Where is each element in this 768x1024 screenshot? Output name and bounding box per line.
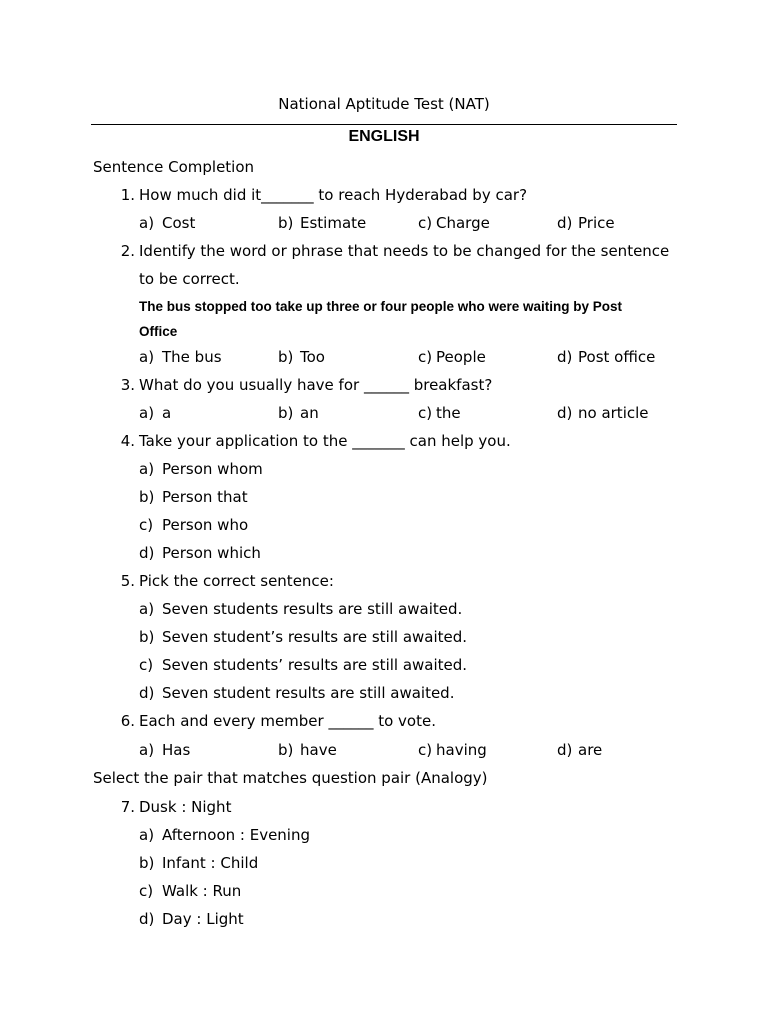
- option-text: Person whom: [162, 460, 263, 478]
- option-text: Seven students’ results are still awaited.: [162, 656, 468, 674]
- sample-sentence: The bus stopped too take up three or four people who were waiting by Post: [139, 299, 623, 314]
- option-label: d): [139, 910, 155, 928]
- option-label: d): [557, 214, 573, 232]
- option-label: b): [139, 628, 155, 646]
- option-text: Seven student’s results are still awaited.: [162, 628, 468, 646]
- option-label: c): [418, 741, 433, 759]
- option-text: Person which: [162, 544, 261, 562]
- question-text: Each and every member ______ to vote.: [139, 712, 436, 730]
- option-label: b): [278, 348, 294, 366]
- option-label: d): [557, 404, 573, 422]
- option-label: d): [557, 741, 573, 759]
- option-text: Person that: [162, 488, 248, 506]
- title-divider: [91, 124, 677, 125]
- option-text: Cost: [162, 214, 196, 232]
- question-number: 6.: [120, 712, 135, 730]
- option-text: Seven student results are still awaited.: [162, 684, 455, 702]
- option-text: Price: [578, 214, 615, 232]
- option-text: an: [300, 404, 319, 422]
- option-text: have: [300, 741, 337, 759]
- option-label: d): [557, 348, 573, 366]
- option-label: c): [418, 348, 433, 366]
- option-label: a): [139, 348, 155, 366]
- option-text: Infant : Child: [162, 854, 259, 872]
- option-text: Afternoon : Evening: [162, 826, 311, 844]
- option-label: c): [139, 656, 154, 674]
- option-label: b): [278, 214, 294, 232]
- option-label: c): [418, 404, 433, 422]
- option-label: a): [139, 826, 155, 844]
- section-heading-completion: Sentence Completion: [93, 158, 255, 176]
- option-text: Post office: [578, 348, 656, 366]
- option-text: People: [436, 348, 486, 366]
- option-label: a): [139, 741, 155, 759]
- section-heading-analogy: Select the pair that matches question pair (Analogy): [93, 769, 488, 787]
- question-text: Take your application to the _______ can help you.: [139, 432, 511, 450]
- option-text: The bus: [162, 348, 222, 366]
- question-number: 7.: [120, 798, 135, 816]
- question-number: 2.: [120, 242, 135, 260]
- option-label: c): [139, 516, 154, 534]
- option-label: d): [139, 544, 155, 562]
- option-label: d): [139, 684, 155, 702]
- subject-heading: ENGLISH: [348, 128, 420, 145]
- option-text: a: [162, 404, 172, 422]
- option-label: b): [139, 488, 155, 506]
- option-text: Day : Light: [162, 910, 244, 928]
- option-label: a): [139, 214, 155, 232]
- option-text: Has: [162, 741, 191, 759]
- option-text: Walk : Run: [162, 882, 242, 900]
- option-label: c): [418, 214, 433, 232]
- option-label: c): [139, 882, 154, 900]
- option-text: Estimate: [300, 214, 367, 232]
- option-label: b): [278, 404, 294, 422]
- option-text: are: [578, 741, 603, 759]
- question-text-continued: to be correct.: [139, 270, 240, 288]
- option-label: b): [139, 854, 155, 872]
- question-number: 4.: [120, 432, 135, 450]
- question-text: Identify the word or phrase that needs to be changed for the sentence: [139, 242, 670, 260]
- option-text: Seven students results are still awaited.: [162, 600, 463, 618]
- option-label: b): [278, 741, 294, 759]
- option-text: Person who: [162, 516, 249, 534]
- question-text: Pick the correct sentence:: [139, 572, 334, 590]
- question-text: What do you usually have for ______ breakfast?: [139, 376, 493, 394]
- question-number: 3.: [120, 376, 135, 394]
- option-text: Too: [300, 348, 325, 366]
- question-number: 5.: [120, 572, 135, 590]
- option-text: the: [436, 404, 461, 422]
- page-title: National Aptitude Test (NAT): [278, 95, 490, 113]
- question-text: Dusk : Night: [139, 798, 232, 816]
- option-label: a): [139, 404, 155, 422]
- option-label: a): [139, 600, 155, 618]
- option-text: having: [436, 741, 487, 759]
- option-text: no article: [578, 404, 649, 422]
- question-number: 1.: [120, 186, 135, 204]
- question-text: How much did it_______ to reach Hyderabad by car?: [139, 186, 528, 204]
- sample-sentence-continued: Office: [139, 324, 178, 339]
- option-text: Charge: [436, 214, 490, 232]
- option-label: a): [139, 460, 155, 478]
